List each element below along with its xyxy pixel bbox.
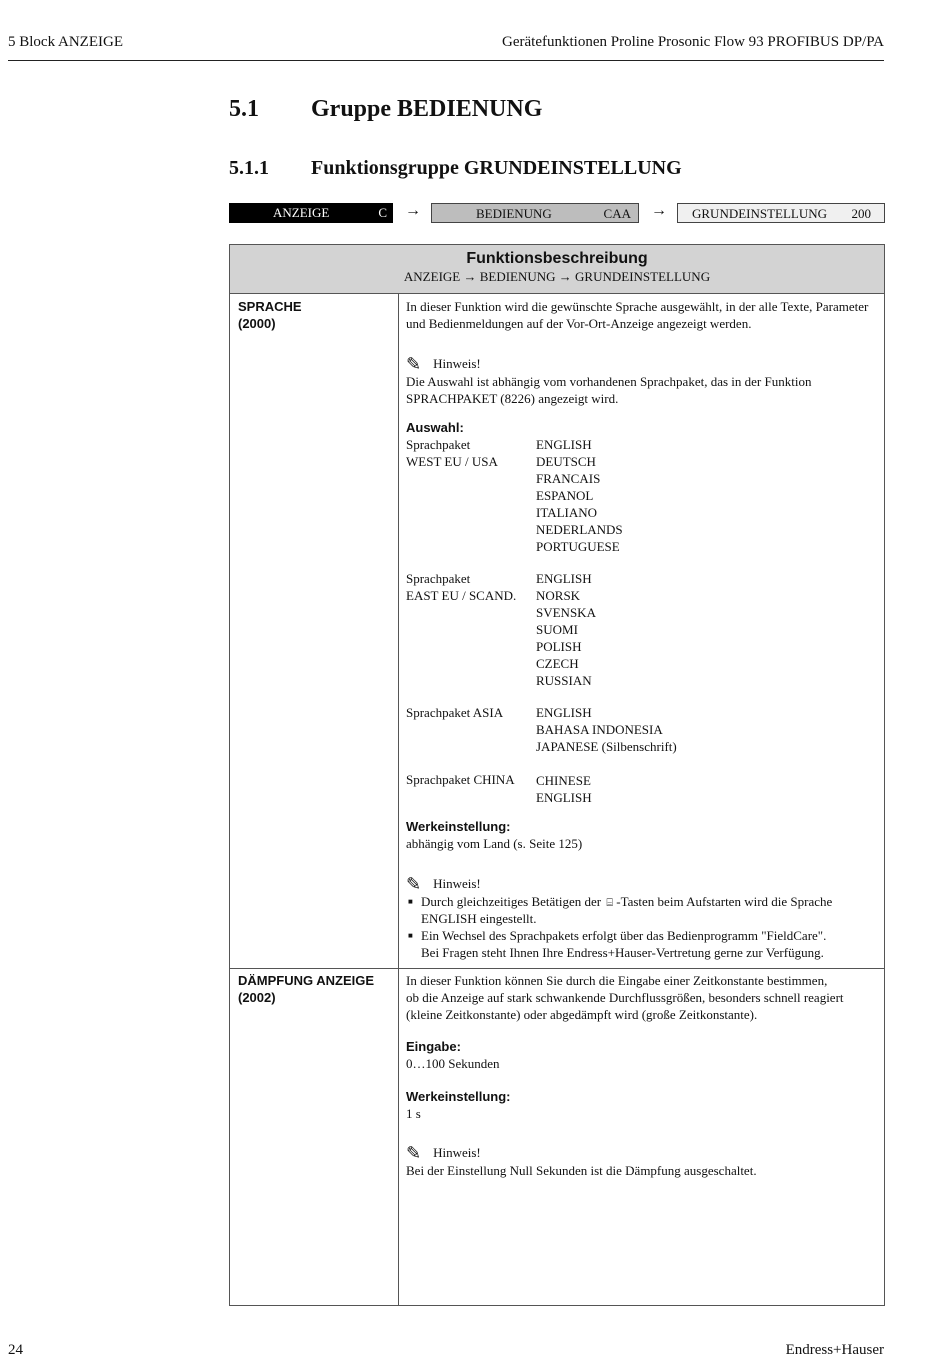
bullet-text: -Tasten beim Aufstarten wird die Sprache bbox=[616, 894, 833, 909]
input-label: Eingabe: bbox=[406, 1039, 461, 1054]
row-code: (2000) bbox=[238, 316, 276, 331]
pencil-icon: ✎ bbox=[406, 354, 422, 374]
note-label: Hinweis! bbox=[433, 1145, 481, 1160]
language-item: ESPANOL bbox=[536, 488, 594, 503]
nav-arrow: → bbox=[405, 202, 421, 219]
table-title: Funktionsbeschreibung bbox=[466, 250, 648, 267]
note-line: Die Auswahl ist abhängig vom vorhandenen Sprachpaket, das in der Funktion bbox=[406, 374, 812, 389]
nav-label: BEDIENUNG bbox=[476, 206, 552, 221]
bullet-text: Durch gleichzeitiges Betätigen der bbox=[421, 894, 602, 909]
header-right: Gerätefunktionen Proline Prosonic Flow 93 PROFIBUS DP/PA bbox=[502, 34, 884, 50]
language-item: CHINESE bbox=[536, 773, 591, 788]
description-line: ob die Anzeige auf stark schwankende Durchflussgrößen, besonders schnell reagiert bbox=[406, 990, 844, 1005]
key-icon: ⌸ bbox=[606, 897, 613, 909]
language-item: PORTUGUESE bbox=[536, 539, 620, 554]
language-item: POLISH bbox=[536, 639, 582, 654]
package-name: EAST EU / SCAND. bbox=[406, 588, 517, 603]
language-item: JAPANESE (Silbenschrift) bbox=[536, 739, 677, 754]
package-name: WEST EU / USA bbox=[406, 454, 498, 469]
nav-group-bedienung bbox=[431, 203, 639, 223]
language-item: ENGLISH bbox=[536, 790, 592, 805]
language-item: ENGLISH bbox=[536, 571, 592, 586]
section-heading bbox=[229, 96, 542, 123]
auswahl-label: Auswahl: bbox=[406, 420, 464, 435]
page-header bbox=[8, 32, 884, 61]
package-name: Sprachpaket bbox=[406, 571, 471, 586]
default-label: Werkeinstellung: bbox=[406, 819, 511, 834]
row-name: SPRACHE bbox=[238, 299, 302, 314]
language-item: FRANCAIS bbox=[536, 471, 601, 486]
page-number: 24 bbox=[8, 1342, 23, 1358]
subsection-number: 5.1.1 bbox=[229, 157, 269, 179]
language-item: ENGLISH bbox=[536, 705, 592, 720]
note-label: Hinweis! bbox=[433, 356, 481, 371]
default-label: Werkeinstellung: bbox=[406, 1089, 511, 1104]
description-line: und Bedienmeldungen auf der Vor-Ort-Anzeige angezeigt werden. bbox=[406, 316, 752, 331]
header-left: 5 Block ANZEIGE bbox=[8, 34, 123, 50]
nav-code: 200 bbox=[851, 206, 871, 221]
note-heading bbox=[406, 355, 481, 373]
language-item: BAHASA INDONESIA bbox=[536, 722, 663, 737]
pencil-icon: ✎ bbox=[406, 874, 422, 894]
bullet-text: Ein Wechsel des Sprachpakets erfolgt über das Bedienprogramm "FieldCare". bbox=[421, 928, 827, 943]
pencil-icon: ✎ bbox=[406, 1143, 422, 1163]
bullet-continuation: Bei Fragen steht Ihnen Ihre Endress+Hauser-Vertretung gerne zur Verfügung. bbox=[421, 945, 824, 960]
nav-code: C bbox=[378, 205, 387, 220]
note-line: Bei der Einstellung Null Sekunden ist die Dämpfung ausgeschaltet. bbox=[406, 1163, 757, 1178]
note-label: Hinweis! bbox=[433, 876, 481, 891]
nav-label: ANZEIGE bbox=[273, 205, 330, 220]
language-item: NORSK bbox=[536, 588, 581, 603]
section-title: Gruppe BEDIENUNG bbox=[311, 96, 543, 122]
row-divider bbox=[230, 968, 884, 969]
section-number: 5.1 bbox=[229, 96, 259, 122]
note-heading bbox=[406, 1144, 481, 1162]
description-line: (kleine Zeitkonstante) oder abgedämpft wird (große Zeitkonstante). bbox=[406, 1007, 758, 1022]
note-heading bbox=[406, 875, 481, 893]
language-item: ENGLISH bbox=[536, 437, 592, 452]
table-path: ANZEIGE → BEDIENUNG → GRUNDEINSTELLUNG bbox=[403, 269, 711, 284]
language-item: SVENSKA bbox=[536, 605, 596, 620]
language-item: ITALIANO bbox=[536, 505, 598, 520]
row-code: (2002) bbox=[238, 990, 276, 1005]
default-value: 1 s bbox=[406, 1106, 421, 1121]
nav-block-anzeige bbox=[229, 203, 393, 223]
subsection-heading bbox=[229, 157, 682, 180]
language-item: SUOMI bbox=[536, 622, 578, 637]
package-name: Sprachpaket CHINA bbox=[406, 772, 515, 787]
brand-name: Endress+Hauser bbox=[785, 1342, 884, 1358]
nav-code: CAA bbox=[603, 206, 631, 221]
language-item: RUSSIAN bbox=[536, 673, 592, 688]
note-line: SPRACHPAKET (8226) angezeigt wird. bbox=[406, 391, 619, 406]
table-header bbox=[230, 245, 884, 294]
language-item: NEDERLANDS bbox=[536, 522, 623, 537]
language-item: CZECH bbox=[536, 656, 579, 671]
nav-arrow: → bbox=[651, 202, 667, 219]
package-name: Sprachpaket bbox=[406, 437, 471, 452]
function-table bbox=[229, 244, 885, 1306]
bullet-continuation: ENGLISH eingestellt. bbox=[421, 911, 537, 926]
description-line: In dieser Funktion können Sie durch die Eingabe einer Zeitkonstante bestimmen, bbox=[406, 973, 828, 988]
nav-label: GRUNDEINSTELLUNG bbox=[692, 206, 828, 221]
package-name: Sprachpaket ASIA bbox=[406, 705, 504, 720]
bullet-item bbox=[408, 927, 826, 944]
language-item: DEUTSCH bbox=[536, 454, 596, 469]
default-value: abhängig vom Land (s. Seite 125) bbox=[406, 836, 583, 851]
description-line: In dieser Funktion wird die gewünschte Sprache ausgewählt, in der alle Texte, Parameter bbox=[406, 299, 869, 314]
nav-function-group bbox=[677, 203, 885, 223]
input-value: 0…100 Sekunden bbox=[406, 1056, 500, 1071]
row-name: DÄMPFUNG ANZEIGE bbox=[238, 973, 375, 988]
column-divider bbox=[398, 293, 399, 1305]
subsection-title: Funktionsgruppe GRUNDEINSTELLUNG bbox=[311, 157, 682, 179]
